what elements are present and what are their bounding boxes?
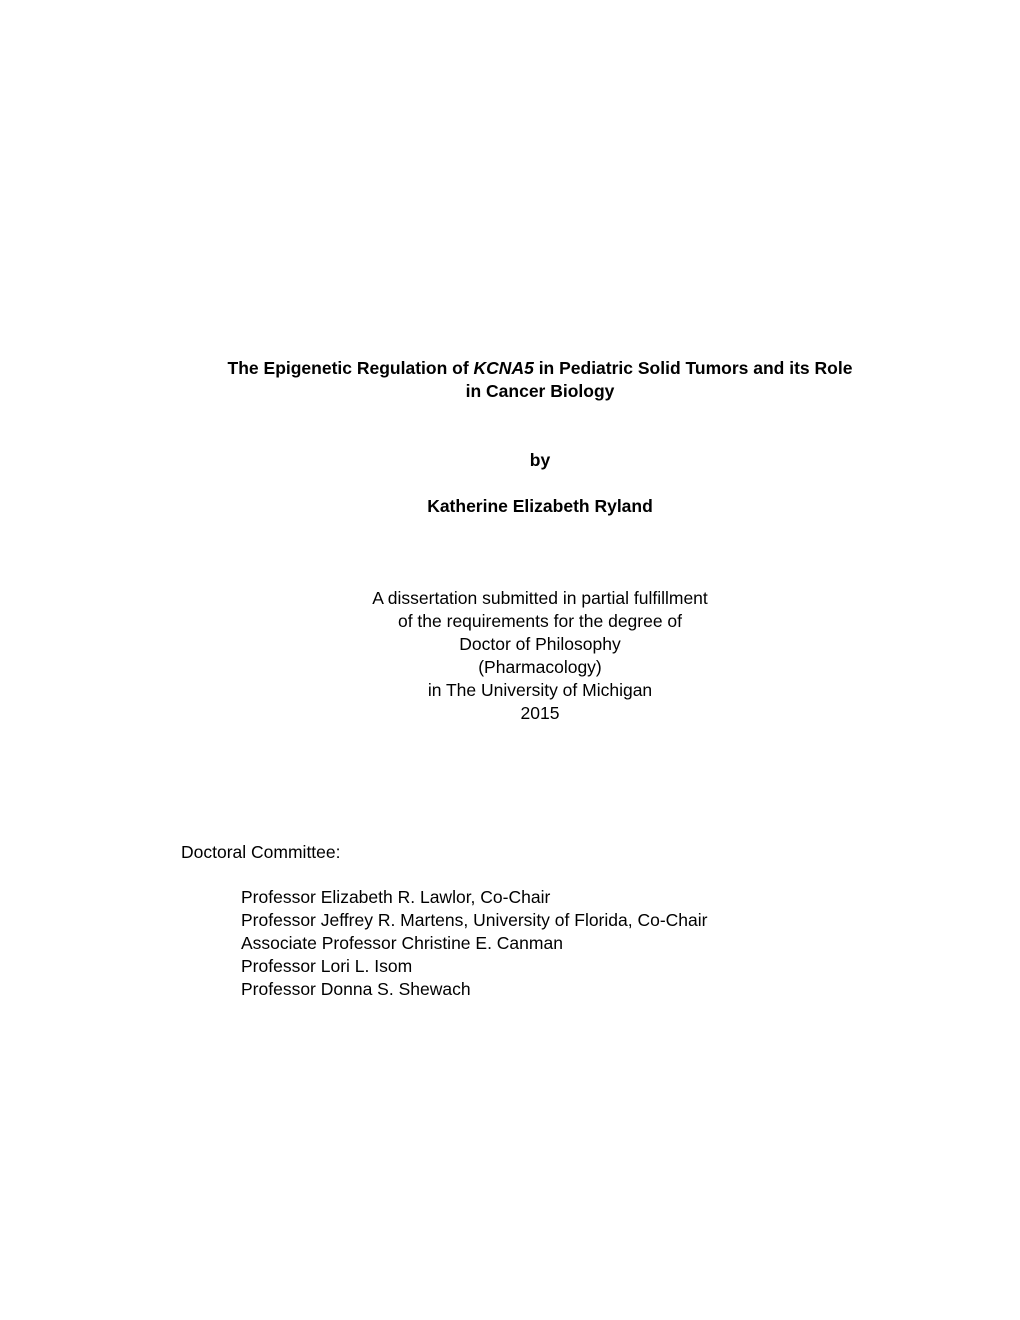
dissertation-title bbox=[0, 357, 1020, 403]
author-name: Katherine Elizabeth Ryland bbox=[427, 496, 653, 516]
committee-heading: Doctoral Committee: bbox=[181, 842, 341, 862]
committee-member: Professor Elizabeth R. Lawlor, Co-Chair bbox=[241, 887, 551, 907]
committee-list bbox=[241, 886, 707, 1001]
title-line-2: in Cancer Biology bbox=[465, 381, 615, 401]
committee-member: Professor Lori L. Isom bbox=[241, 956, 413, 976]
committee-member: Associate Professor Christine E. Canman bbox=[241, 933, 563, 953]
title-line-1-after: in Pediatric Solid Tumors and its Role bbox=[533, 358, 853, 378]
degree-statement bbox=[0, 587, 1020, 725]
by-label: by bbox=[529, 450, 551, 470]
statement-line: A dissertation submitted in partial fulfillment bbox=[372, 588, 708, 608]
statement-line: of the requirements for the degree of bbox=[397, 611, 683, 631]
university: in The University of Michigan bbox=[427, 680, 653, 700]
committee-member: Professor Donna S. Shewach bbox=[241, 979, 471, 999]
title-line-1-before: The Epigenetic Regulation of bbox=[227, 358, 474, 378]
committee-member: Professor Jeffrey R. Martens, University of Florida, Co-Chair bbox=[241, 910, 708, 930]
year: 2015 bbox=[520, 703, 560, 723]
department: (Pharmacology) bbox=[478, 657, 602, 677]
gene-name: KCNA5 bbox=[473, 358, 534, 378]
degree-name: Doctor of Philosophy bbox=[459, 634, 621, 654]
title-line-1 bbox=[0, 357, 1020, 380]
